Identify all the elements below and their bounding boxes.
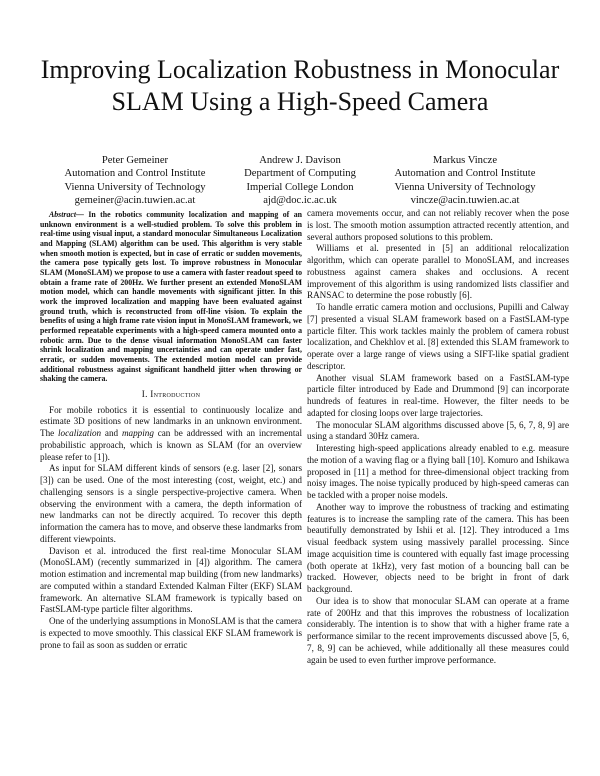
- author-affiliation: Automation and Control Institute: [64, 168, 206, 180]
- author-affiliation: Department of Computing: [244, 168, 356, 180]
- ransac-term: RANSAC: [307, 290, 345, 301]
- text-run: and: [101, 428, 122, 439]
- paragraph: Interesting high-speed applications already enabled to e.g. measure the motion of a waving flag or a flying ball [10]. Komuro and Ishikawa proposed in [11] a method for three-dimensional object tracking from noisy images. The noise typically produced by high-speed cameras can be tackled with a proper noise models.: [307, 443, 569, 500]
- author-institution: Vienna University of Technology: [64, 181, 206, 193]
- abstract-label: Abstract: [49, 210, 77, 219]
- author-gemeiner: [40, 154, 230, 208]
- text-run: For mobile robotics it is essential to continuously localize and estimate 3D positions of new landmarks in an unknown environment. The: [40, 404, 302, 439]
- paper-title-line-1: Improving Localization Robustness in Monocular: [40, 55, 560, 84]
- paper-title-line-2: SLAM Using a High-Speed Camera: [111, 87, 489, 116]
- abstract: [40, 210, 302, 384]
- paragraph: [307, 243, 569, 302]
- paragraph: Another way to improve the robustness of tracking and estimating features is to increase the sampling rate of the camera. This has been beautifully demonstrated by Ishii et al. [12]. They introduced a 1ms visual feedback system using massively parallel processing. Since image acquisition time is countered with equally fast image processing (both operate at 1kHz), very fast motion of a bouncing ball can be tracked. However, objects need to be bright in front of dark background.: [307, 501, 569, 594]
- author-name: Peter Gemeiner: [101, 155, 169, 166]
- paragraph: Our idea is to show that monocular SLAM can operate at a frame rate of 200Hz and that this improves the robustness of localization considerably. The intention is to show that with a higher frame rate a performance similar to the recent improvements discussed above [5, 6, 7, 8, 9] can be achieved, while additionally all these measures could again be used to even further improve performance.: [307, 595, 569, 665]
- right-column: [307, 208, 569, 666]
- text-run: to determine the pose robustly [6].: [344, 290, 473, 301]
- abstract-text: — In the robotics community localization and mapping of an unknown environment is a well-studied problem. To solve this problem in real-time using visual input, a standard monocular Simultaneous Localization and Mapping (SLAM) algorithm can be used. This algorithm is very stable when smooth motion is expected, but in case of erratic or sudden movements, the camera pose typically gets lost. To improve robustness in Monocular SLAM (MonoSLAM) we propose to use a camera with faster readout speed to obtain a frame rate of 200Hz. We further present an extended MonoSLAM motion model, which can handle movements with significant jitter. In this work the improved localization and mapping have been evaluated against ground truth, which is reconstructed from off-line vision. To explain the benefits of using a high frame rate vision input in MonoSLAM framework, we performed repeatable experiments with a high-speed camera mounted onto a robotic arm. Due to the dense visual information MonoSLAM can faster shrink localization and mapping uncertainties and can operate under fast, erratic, or sudden movements. The extended motion model can provide additional robustness against significant handheld jitter when throwing or shaking the camera.: [40, 210, 302, 384]
- paper-title: [20, 54, 580, 118]
- author-institution: Imperial College London: [246, 181, 354, 193]
- author-name: Andrew J. Davison: [259, 155, 341, 166]
- paragraph: The monocular SLAM algorithms discussed above [5, 6, 7, 8, 9] are using a standard 30Hz camera.: [307, 419, 569, 442]
- author-email: vincze@acin.tuwien.ac.at: [410, 195, 520, 207]
- author-institution: Vienna University of Technology: [394, 181, 536, 193]
- author-vincze: [370, 154, 560, 208]
- author-email: gemeiner@acin.tuwien.ac.at: [74, 195, 196, 207]
- author-davison: [205, 154, 395, 208]
- author-email: ajd@doc.ic.ac.uk: [263, 195, 337, 207]
- author-name: Markus Vincze: [432, 155, 498, 166]
- left-column: [40, 210, 302, 651]
- paragraph: As input for SLAM different kinds of sensors (e.g. laser [2], sonars [3]) can be used. One of the most interesting (cost, weight, etc.) and challenging sensors is a single perspective-projective camera. When observing the environment with a camera, the depth information of new landmarks can not be directly acquired. To recover this depth information the camera has to move, and observe these landmarks from different viewpoints.: [40, 463, 302, 544]
- paragraph: camera movements occur, and can not reliably recover when the pose is lost. The smooth motion assumption attracted recently attention, and several authors proposed solutions to this problem.: [307, 208, 569, 242]
- emphasis-localization: localization: [58, 428, 102, 439]
- section-heading-introduction: I. Introduction: [141, 388, 201, 399]
- paragraph: One of the underlying assumptions in MonoSLAM is that the camera is expected to move smoothly. This classical EKF SLAM framework is prone to fail as soon as sudden or erratic: [40, 616, 302, 650]
- paragraph: [40, 405, 302, 464]
- emphasis-mapping: mapping: [121, 428, 154, 439]
- text-run: Williams et al. presented in [5] an additional relocalization algorithm, which can operate parallel to MonoSLAM, and increases robustness against camera shakes and occlusions. A recent improvement of this algorithm is using randomized lists classifier and: [307, 243, 569, 289]
- text-run: can be addressed with an incremental probabilistic approach, which is known as SLAM (for an overview please refer to [1]).: [40, 428, 302, 462]
- paragraph: Another visual SLAM framework based on a FastSLAM-type particle filter introduced by Eade and Drummond [9] can incorporate hundreds of features in real-time. However, the filter needs to be adapted for closing loops over large trajectories.: [307, 372, 569, 418]
- author-affiliation: Automation and Control Institute: [394, 168, 536, 180]
- paragraph: To handle erratic camera motion and occlusions, Pupilli and Calway [7] presented a visual SLAM framework based on a FastSLAM-type particle filter. This work tackles mainly the problem of camera robust localization, and Chekhlov et al. [8] extended this SLAM framework to operate over a large range of views using a SIFT-like spatial gradient descriptor.: [307, 302, 569, 371]
- paragraph: Davison et al. introduced the first real-time Monocular SLAM (MonoSLAM) (recently summarized in [4]) algorithm. The camera motion estimation and incremental map building (from new landmarks) are computed within a standard Extended Kalman Filter (EKF) SLAM framework. An alternative SLAM framework is typically based on FastSLAM-type particle filter algorithms.: [40, 545, 302, 615]
